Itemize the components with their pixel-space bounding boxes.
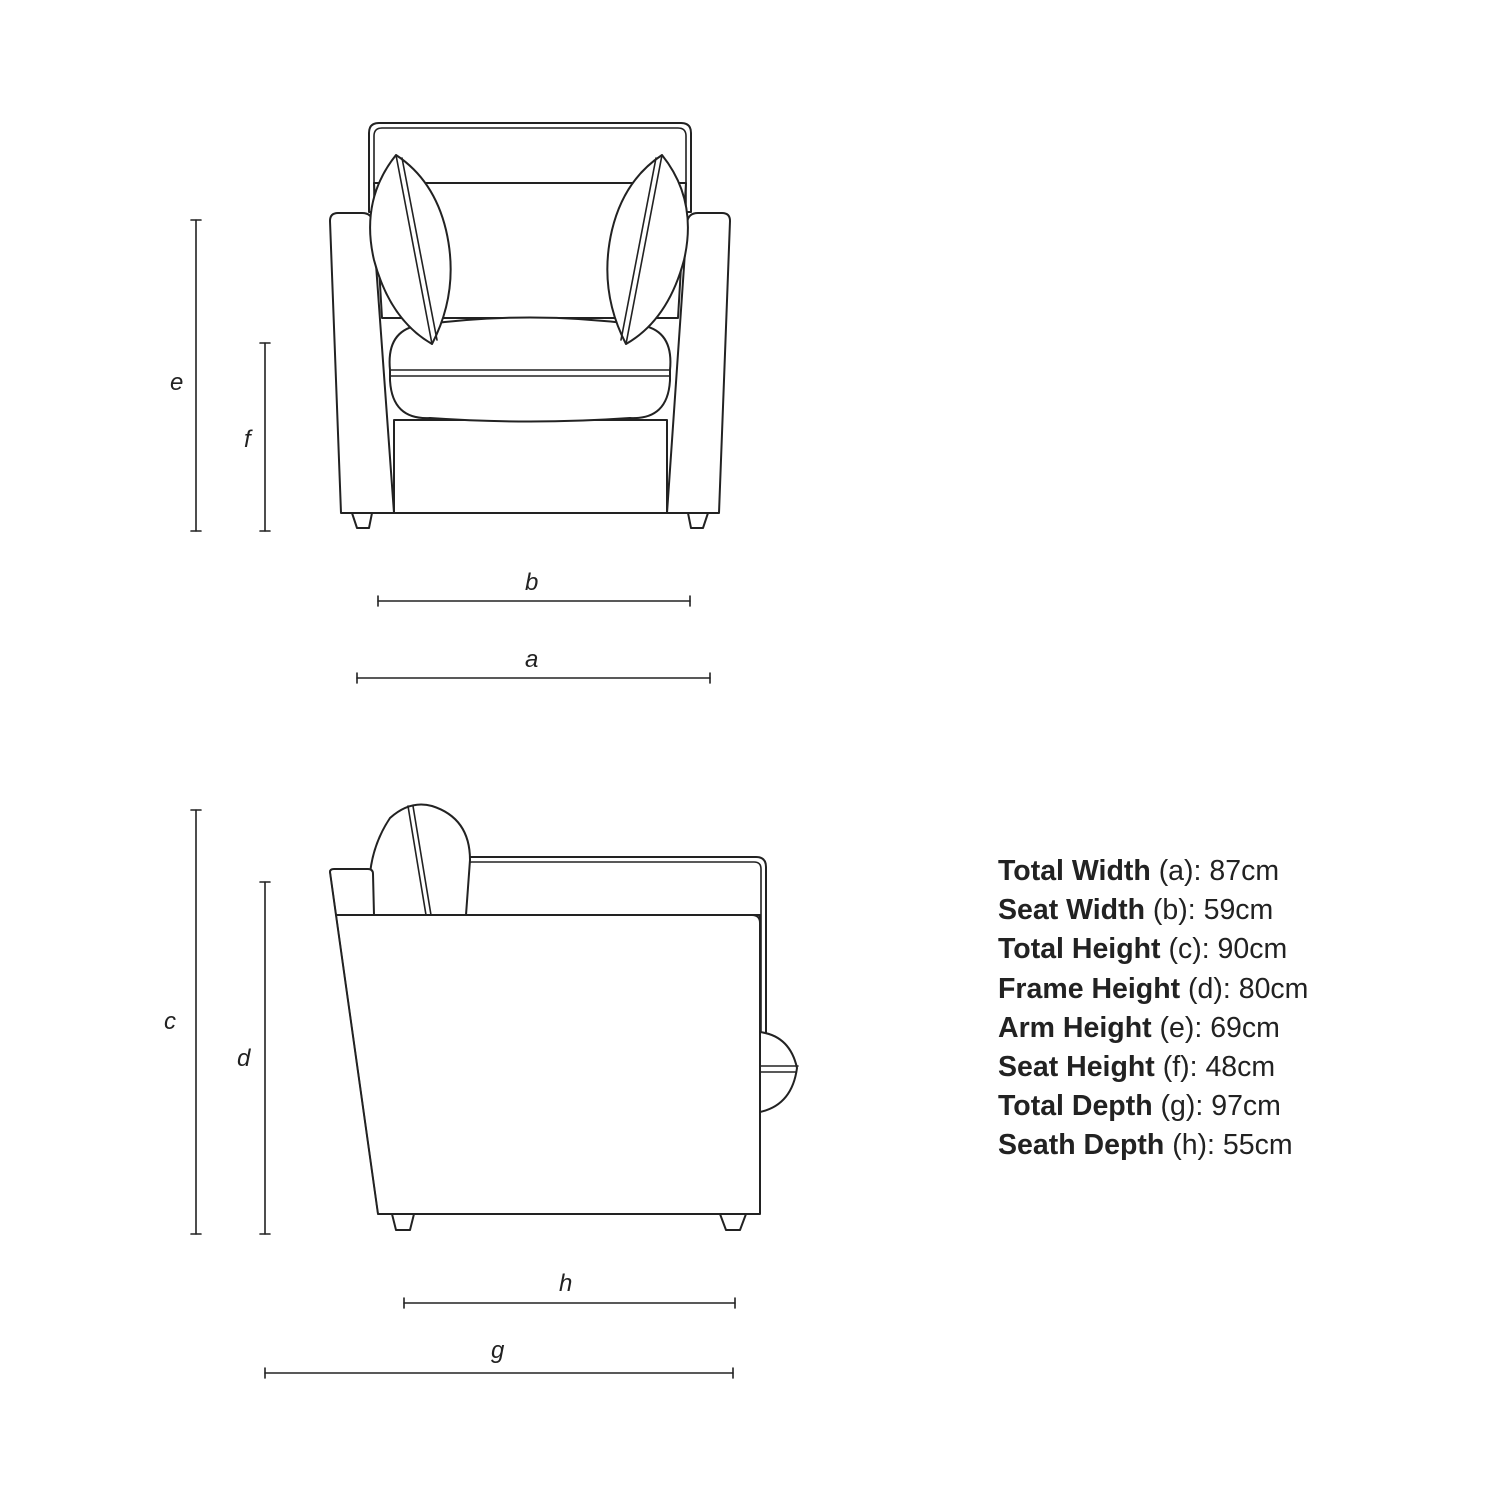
- spec-value: : 55cm: [1207, 1129, 1293, 1162]
- spec-label: Total Height: [998, 933, 1161, 966]
- side-body: [336, 915, 760, 1214]
- side-view-armchair: [330, 805, 798, 1231]
- front-view-armchair: [330, 123, 730, 528]
- side-front-foot: [392, 1214, 414, 1230]
- dimension-line-c: [191, 810, 201, 1234]
- spec-label: Total Depth: [998, 1090, 1153, 1123]
- dimension-line-b: [378, 596, 690, 606]
- spec-key: (b): [1152, 894, 1188, 927]
- label-h: h: [559, 1270, 573, 1297]
- spec-key: (h): [1172, 1129, 1208, 1162]
- spec-label: Seath Depth: [998, 1129, 1165, 1162]
- spec-total-height: [998, 930, 1308, 969]
- spec-value: : 90cm: [1201, 933, 1288, 966]
- spec-key: (f): [1162, 1051, 1190, 1084]
- label-e: e: [170, 369, 184, 396]
- spec-total-width: [998, 852, 1308, 891]
- spec-value: : 59cm: [1187, 894, 1274, 927]
- label-d: d: [237, 1045, 251, 1072]
- spec-value: : 80cm: [1222, 972, 1309, 1005]
- label-c: c: [164, 1008, 176, 1035]
- spec-key: (c): [1168, 933, 1202, 966]
- spec-key: (e): [1159, 1011, 1195, 1044]
- spec-arm-height: [998, 1009, 1308, 1048]
- front-left-foot: [352, 513, 372, 528]
- spec-value: : 48cm: [1189, 1051, 1276, 1084]
- front-base: [394, 420, 667, 513]
- spec-label: Seat Width: [998, 894, 1145, 927]
- spec-label: Total Width: [998, 855, 1151, 887]
- dimension-line-a: [357, 673, 710, 683]
- side-arm-top: [330, 869, 374, 915]
- spec-value: : 87cm: [1193, 855, 1280, 887]
- spec-frame-height: [998, 970, 1308, 1009]
- spec-key: (a): [1158, 855, 1194, 887]
- label-b: b: [525, 569, 539, 596]
- label-g: g: [491, 1337, 505, 1364]
- spec-key: (d): [1188, 972, 1223, 1005]
- spec-label: Frame Height: [998, 972, 1181, 1005]
- dimension-line-h: [404, 1298, 735, 1308]
- spec-seat-width: [998, 891, 1308, 930]
- dimension-line-d: [260, 882, 270, 1234]
- dimension-line-f: [260, 343, 270, 531]
- dimension-line-e: [191, 220, 201, 531]
- spec-value: : 97cm: [1195, 1090, 1281, 1123]
- side-round-pillow: [369, 805, 470, 916]
- spec-label: Arm Height: [998, 1011, 1152, 1044]
- spec-label: Seat Height: [998, 1051, 1155, 1084]
- spec-seat-depth: [998, 1126, 1308, 1165]
- dimension-line-g: [265, 1368, 733, 1378]
- spec-value: : 69cm: [1194, 1011, 1280, 1044]
- side-back-foot: [720, 1214, 746, 1230]
- spec-seat-height: [998, 1048, 1308, 1087]
- spec-total-depth: [998, 1087, 1308, 1126]
- dimension-specs-list: [998, 852, 1308, 1166]
- front-right-foot: [688, 513, 708, 528]
- spec-key: (g): [1160, 1090, 1196, 1123]
- label-a: a: [525, 646, 539, 673]
- label-f: f: [244, 426, 251, 453]
